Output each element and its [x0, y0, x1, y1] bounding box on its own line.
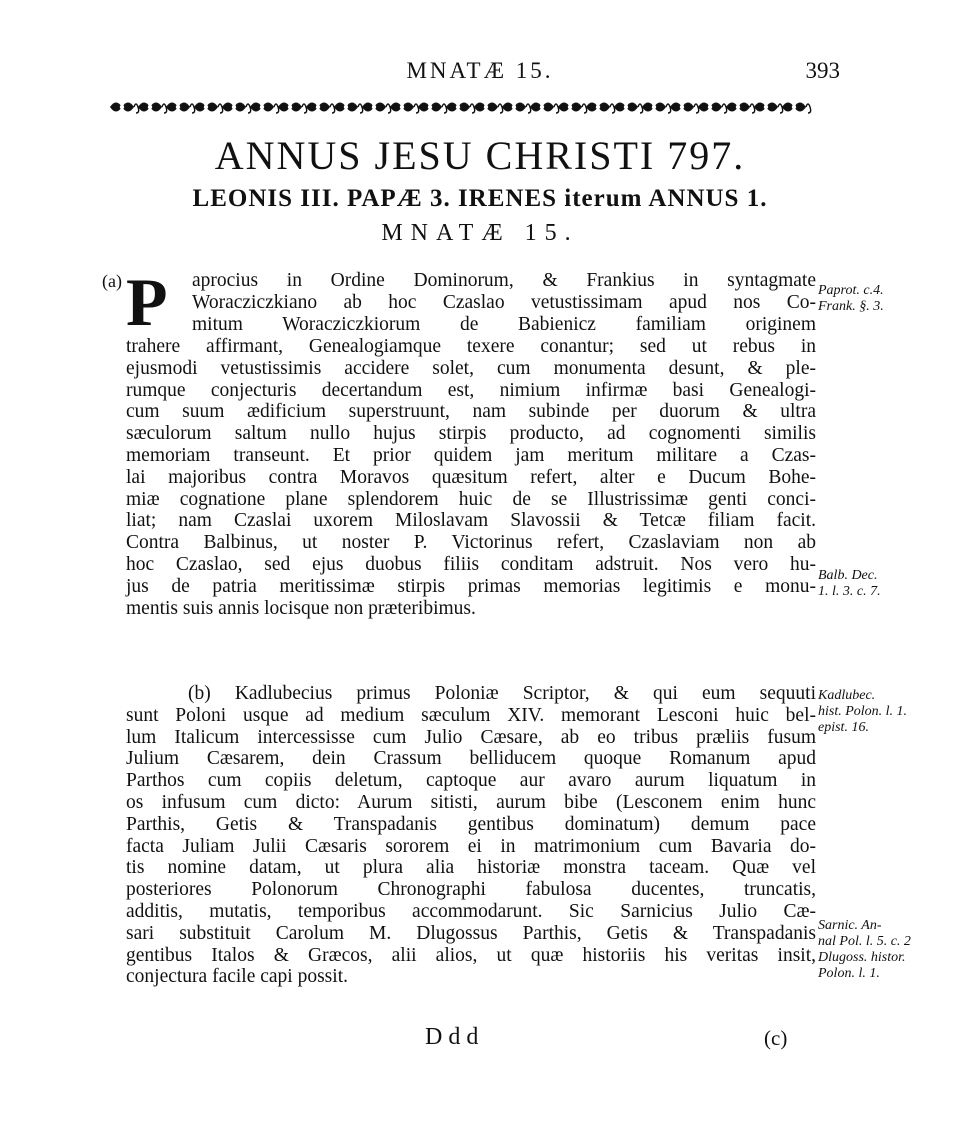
text-line: rumque conjecturis decertandum est, nimium infirmæ basi Genealogi- [126, 379, 816, 401]
text-line: lum Italicum intercessisse cum Julio Cæsare, ab eo tribus præliis fusum [126, 726, 816, 748]
ornament-motif [166, 103, 195, 114]
text-line: Woracziczkiano ab hoc Czaslao vetustissimam apud nos Co- [192, 291, 816, 313]
text-line: sæculorum saltum nullo hujus stirpis producto, ad cognomenti similis [126, 423, 816, 445]
margin-note-line: Balb. Dec. [818, 568, 878, 583]
margin-note-line: Polon. l. 1. [818, 966, 880, 981]
ornament-motif [278, 103, 307, 114]
ornament-motif [334, 103, 363, 114]
ornament-motif [362, 103, 391, 114]
margin-note-line: Frank. §. 3. [818, 299, 884, 314]
text-line: ejusmodi vetustissimis accidere solet, cum monumenta desunt, & ple- [126, 357, 816, 379]
margin-note-line: hist. Polon. l. 1. [818, 704, 908, 719]
ornament-motif [138, 103, 167, 114]
ornament-motif [530, 103, 559, 114]
ornament-motif [698, 103, 727, 114]
margin-note [818, 568, 958, 600]
margin-note-line: Paprot. c.4. [818, 283, 884, 298]
text-line: gentibus Italos & Græcos, alii alios, ut quæ historiis his veritas insit, [126, 944, 816, 966]
note-b-body [126, 683, 816, 988]
text-line: mentis suis annis locisque non præteribimus. [126, 597, 476, 619]
margin-note-line: epist. 16. [818, 720, 869, 735]
text-line: jus de patria meritissimæ stirpis primas memorias legitimis e monu- [126, 575, 816, 597]
text-line: sunt Poloni usque ad medium sæculum XIV. memorant Lesconi huic bel- [126, 704, 816, 726]
ornament-motif [502, 103, 531, 114]
text-line: facta Juliam Julii Cæsaris sororem ei in matrimonium cum Bavaria do- [126, 835, 816, 857]
ornament-motif [670, 103, 699, 114]
text-line: additis, mutatis, temporibus accommodarunt. Sic Sarnicius Julio Cæ- [126, 900, 816, 922]
margin-note-line: 1. l. 3. c. 7. [818, 584, 881, 599]
ornament-motif [110, 103, 139, 114]
margin-note-line: Dlugoss. histor. [818, 950, 906, 965]
text-line: mitum Woracziczkiorum de Babienicz familiam originem [192, 313, 816, 335]
text-line: posteriores Polonorum Chronographi fabulosa ducentes, truncatis, [126, 879, 816, 901]
ornament-motif [446, 103, 475, 114]
margin-note-line: nal Pol. l. 5. c. 2 [818, 934, 911, 949]
margin-note-line: Sarnic. An- [818, 918, 882, 933]
ornament-motif [418, 103, 447, 114]
text-line: Parthos cum copiis deletum, captoque aur avaro aurum liquatum in [126, 770, 816, 792]
text-line: miæ cognatione plane splendorem huic de se Illustrissimæ genti conci- [126, 488, 816, 510]
text-line: tis nomine datam, ut plura alia historiæ monstra taceam. Quæ vel [126, 857, 816, 879]
text-line: Parthis, Getis & Transpadanis gentibus dominatum) demum pace [126, 813, 816, 835]
ornament-motif [222, 103, 251, 114]
text-line: conjectura facile capi possit. [126, 966, 348, 988]
catchword: (c) [764, 1026, 788, 1050]
page-footer [0, 1024, 960, 1054]
text-line: trahere affirmant, Genealogiamque texere conantur; sed ut rebus in [126, 336, 816, 357]
ornament-motif [474, 103, 503, 114]
margin-note-line: Kadlubec. [818, 688, 876, 703]
ornament-band-icon [108, 96, 820, 118]
text-line: sari substituit Carolum M. Dlugossus Parthis, Getis & Transpadanis [126, 922, 816, 944]
ornament-motif [754, 103, 783, 114]
page-number: 393 [805, 58, 840, 83]
ornament-motif [586, 103, 615, 114]
ornament-motif [558, 103, 587, 114]
ornament-motif [642, 103, 671, 114]
note-a-marker: (a) [102, 271, 122, 291]
margin-note [818, 688, 958, 736]
page-subtitle: LEONIS III. PAPÆ 3. IRENES iterum ANNUS 1. [192, 185, 768, 212]
drop-cap: P [126, 264, 168, 340]
note-a-body [126, 336, 816, 619]
text-line: hoc Czaslao, sed ejus duobus filiis conditam adstruit. Nos vero hu- [126, 553, 816, 575]
ornament-motif [726, 103, 755, 114]
text-line: liat; nam Czaslai uxorem Miloslavam Slavossii & Tetcæ filiam facit. [126, 510, 816, 532]
text-line: os infusum cum dicto: Aurum sitisti, aurum bibe (Lesconem enim hunc [126, 791, 816, 813]
text-line: memoriam transeunt. Et prior quidem jam meritum militare a Czas- [126, 444, 816, 466]
signature-mark: Ddd [425, 1024, 485, 1050]
ornament-motif [782, 103, 811, 114]
page-title: ANNUS JESU CHRISTI 797. [214, 133, 746, 178]
running-head [0, 58, 960, 98]
note-a-indented-lines [192, 270, 816, 335]
text-line: Contra Balbinus, ut noster P. Victorinus refert, Czaslaviam non ab [126, 532, 816, 554]
ornament-motif [614, 103, 643, 114]
text-line: Julium Cæsarem, dein Crassum belliducem quoque Romanum apud [126, 748, 816, 770]
page-subtitle-secondary: MNATÆ 15. [381, 220, 579, 246]
text-line: aprocius in Ordine Dominorum, & Frankius in syntagmate [192, 270, 816, 291]
text-line: cum suum ædificium superstruunt, nam subinde per duorum & ultra [126, 401, 816, 423]
margin-note [818, 918, 958, 982]
text-line: lai majoribus contra Moravos quæsitum refert, alter e Ducum Bohe- [126, 466, 816, 488]
ornament-motif [306, 103, 335, 114]
ornament-motif [390, 103, 419, 114]
running-title: MNATÆ 15. [406, 58, 554, 83]
ornament-motif [194, 103, 223, 114]
text-line: (b) Kadlubecius primus Poloniæ Scriptor, & qui eum sequuti [188, 683, 816, 704]
margin-note [818, 283, 958, 315]
ornament-motif [250, 103, 279, 114]
